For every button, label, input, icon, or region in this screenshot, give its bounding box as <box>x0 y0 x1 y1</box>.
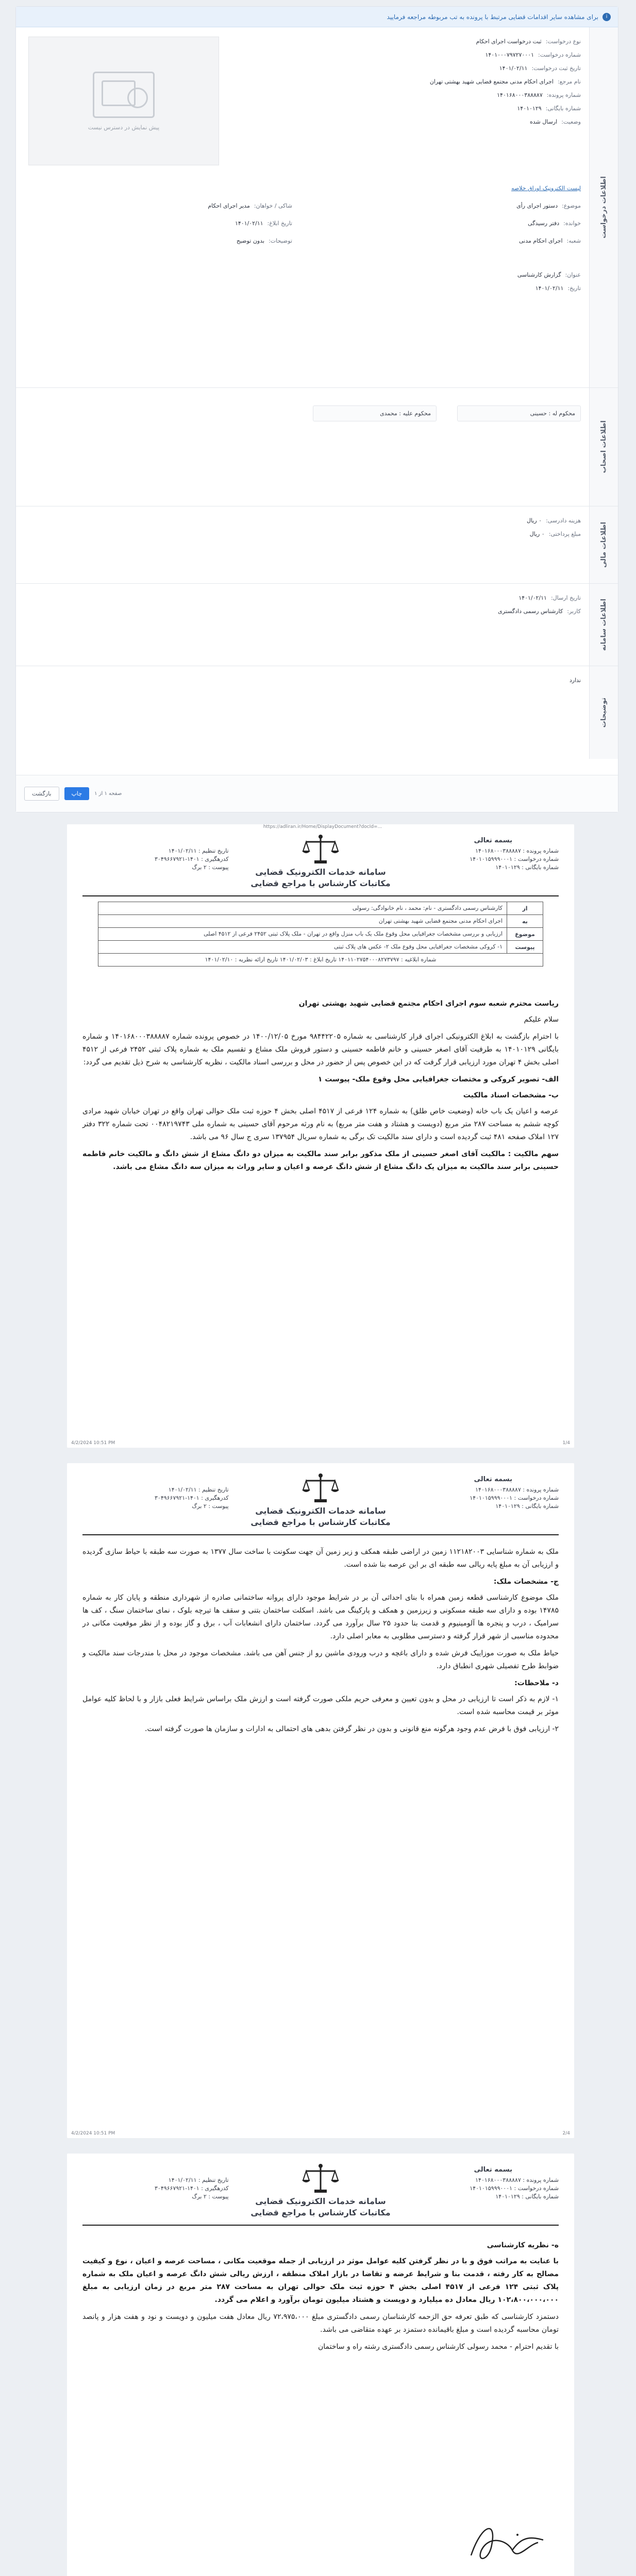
image-placeholder-icon <box>93 72 155 118</box>
system-section <box>16 584 618 666</box>
closing: با تقدیم احترام - محمد رسولی کارشناس رسمی دادگستری رشته راه و ساختمان <box>317 2343 559 2351</box>
letter-body-3 <box>82 2236 559 2358</box>
letter-body-1 <box>82 994 559 1178</box>
info-icon: i <box>602 13 611 21</box>
detail-field: شعبه: اجرای احکام مدنی <box>518 237 581 244</box>
alert-text: برای مشاهده سایر اقدامات قضایی مرتبط با پرونده به تب مربوطه مراجعه فرمایید <box>387 13 598 21</box>
page-footer: 4/2/2024 10:51 PM 2/4 <box>71 2131 570 2136</box>
header-row-reference: شماره ابلاغیه : ۱۴۰۱۱۰۲۷۵۴۰۰۰۸۲۷۳۷۹۷ تاریخ ابلاغ : ۱۴۰۱/۰۲/۰۳ تاریخ ارائه نظریه : ۱۴۰۱/۰۲/۱۰ <box>205 956 437 963</box>
back-button[interactable]: بازگشت <box>24 787 59 801</box>
attachments-link[interactable]: لیست الکترونیک اوراق خلاصه <box>511 185 581 192</box>
extra-field-title: عنوان: گزارش کارشناسی <box>517 271 581 278</box>
detail-grid <box>24 199 581 247</box>
section-heading: ه- نظریه کارشناسی <box>487 2241 559 2249</box>
header-row-from: از کارشناس رسمی دادگستری - نام: محمد ، نام خانوادگی: رسولی <box>98 902 543 915</box>
finance-field: هزینه دادرسی: ۰ ریال <box>526 517 581 524</box>
signature-icon <box>461 2514 554 2576</box>
section-heading: الف- تصویر کروکی و مختصات جغرافیایی محل وقوع ملک- پیوست ۱ <box>317 1075 559 1083</box>
field-request-date: تاریخ ثبت درخواست: ۱۴۰۱/۰۲/۱۱ <box>499 64 581 72</box>
document-page-3 <box>67 2154 574 2576</box>
organization-name: سامانه خدمات الکترونیک قضایی مکاتبات کارشناس با مراجع قضایی <box>250 867 391 888</box>
date-block: تاریخ تنظیم : ۱۴۰۱/۰۲/۱۱ کدرهگیری : ۱۴۰۱-۳۰۴۹۶۶۷۹۲۱ پیوست : ۲ برگ <box>155 848 229 871</box>
scales-of-justice-icon <box>300 834 341 866</box>
detail-field: تاریخ ابلاغ: ۱۴۰۱/۰۲/۱۱ <box>235 219 292 227</box>
letter-header-table <box>98 902 543 967</box>
preview-caption: پیش نمایش در دسترس نیست <box>88 124 160 131</box>
print-url: https://adliran.ir/Home/DisplayDocument?docId=... <box>263 824 382 829</box>
paragraph: با عنایت به مراتب فوق و با در نظر گرفتن کلیه عوامل موثر در ارزیابی از جمله موقعیت مکانی ، مساحت عرصه و اعیان ، نوع و کیفیت مصالح به کار رفته ، قدمت بنا و شرایط عرضه و تقاضا در بازار املاک منطقه ، ارزش ریالی شش دانگ عرصه و اعیان ملک به شماره پلاک ثبتی ۱۲۴ فرعی از ۴۵۱۷ اصلی بخش ۴ حوزه ثبت ملک حوالی تهران به مساحت ۲۸۷ متر مربع در زمان ارزیابی به مبلغ ۱۰۲،۸۰۰،۰۰۰،۰۰۰ ریال معادل ده میلیارد و دویست و هشتاد میلیون تومان برآورد و اعلام می گردد. <box>82 2257 559 2304</box>
document-page-2 <box>67 1463 574 2138</box>
header-divider <box>82 2225 559 2226</box>
letterhead: بسمه تعالی شماره پرونده : ۱۴۰۱۶۸۰۰۰۳۸۸۸۸۷ شماره درخواست : ۱۴۰۱۰۱۵۹۹۹۰۰۰۱ شماره بایگانی : ۱۴۰۱۰۱۲۹ تاریخ تنظیم : ۱۴۰۱/۰۲/۱۱ کدرهگیری : ۱۴۰۱-۳۰۴۹۶۶۷۹۲۱ پیوست : ۲ برگ سامانه خدمات الکترونیک قضایی مکاتبات کارشناس با مراجع قضایی <box>67 2161 574 2223</box>
paragraph: سهم مالکیت : مالکیت آقای اصغر حسینی از ملک مذکور برابر سند مالکیت به میزان دو دانگ مشاع از شش دانگ و مالکیت خانم فاطمه حسینی برابر سند مالکیت به میزان یک دانگ مشاع از شش دانگ عرصه و اعیان و سایر وراث به میزان سه دانگ مشاع می باشد. <box>82 1150 559 1171</box>
system-field: تاریخ ارسال: ۱۴۰۱/۰۲/۱۱ <box>518 594 581 601</box>
section-heading: د- ملاحظات: <box>514 1679 559 1687</box>
paragraph: دستمزد کارشناسی که طبق تعرفه حق الزحمه کارشناسان رسمی دادگستری مبلغ ۷۲،۹۷۵،۰۰۰ ریال معادل هفت میلیون و دویست و نود و هفت هزار و پانصد تومان محاسبه گردیده است و مبلغ باقیمانده دستمزد بر عهده متقاضی می باشد. <box>82 2313 559 2334</box>
letterhead: بسمه تعالی شماره پرونده : ۱۴۰۱۶۸۰۰۰۳۸۸۸۸۷ شماره درخواست : ۱۴۰۱۰۱۵۹۹۹۰۰۰۱ شماره بایگانی : ۱۴۰۱۰۱۲۹ تاریخ تنظیم : ۱۴۰۱/۰۲/۱۱ کدرهگیری : ۱۴۰۱-۳۰۴۹۶۶۷۹۲۱ پیوست : ۲ برگ سامانه خدمات الکترونیک قضایی مکاتبات کارشناس با مراجع قضایی <box>67 1470 574 1532</box>
header-divider <box>82 895 559 896</box>
detail-field: خوانده: دفتر رسیدگی <box>528 219 581 227</box>
field-status: وضعیت: ارسال شده <box>530 118 581 125</box>
paragraph: ۲- ارزیابی فوق با فرض عدم وجود هرگونه منع قانونی و بدون در نظر گرفتن بدهی های احتمالی به ادارات و سازمان ها صورت گرفته است. <box>145 1725 559 1733</box>
document-page-1 <box>67 824 574 1448</box>
document-preview-placeholder <box>28 37 219 165</box>
party-row[interactable]: محکوم علیه : محمدی <box>313 405 437 421</box>
detail-field: شاکی / خواهان: مدیر اجرای احکام <box>208 202 292 209</box>
info-alert <box>16 7 618 27</box>
notes-section <box>16 666 618 759</box>
parties-section <box>16 388 618 506</box>
field-case-number: شماره پرونده: ۱۴۰۱۶۸۰۰۰۳۸۸۸۸۷ <box>497 91 581 98</box>
header-row-to: به اجرای احکام مدنی مجتمع قضایی شهید بهشتی تهران <box>98 915 543 928</box>
notes-text: ندارد <box>569 676 581 684</box>
print-button[interactable]: چاپ <box>64 787 90 800</box>
extra-field-date: تاریخ: ۱۴۰۱/۰۲/۱۱ <box>535 284 581 292</box>
detail-field: موضوع: دستور اجرای رأی <box>516 202 581 209</box>
letterhead <box>67 832 574 893</box>
section-heading: ب- مشخصات اسناد مالکیت <box>463 1091 559 1099</box>
party-row[interactable]: محکوم له : حسینی <box>457 405 581 421</box>
paragraph: عرصه و اعیان یک باب خانه (وضعیت خاص طلق) به شماره ۱۲۴ فرعی از ۴۵۱۷ اصلی بخش ۴ حوزه ثبت ملک حوالی تهران واقع در تهران خیابان شهید مرادی کوچه ششم به مساحت ۲۸۷ متر مربع (دویست و هشتاد و هفت متر مربع) به نام ورثه مرحوم آقای حسینی به شماره ملی ۰۰۴۸۲۱۹۷۴۳ تحت شماره ۳۲۲ دفتر ۱۲۷ املاک صفحه ۴۸۱ ثبت گردیده است و دارای سند مالکیت تک برگی به شماره سریال ۱۳۷۹۵۴ سری ج سال ۹۶ می باشد. <box>82 1107 559 1141</box>
header-row-subject: موضوع ارزیابی و بررسی مشخصات جغرافیایی محل وقوع ملک یک باب منزل واقع در تهران - ملک پلاک ثبتی ۲۴۵۲ فرعی از ۴۵۱۲ اصلی <box>98 928 543 941</box>
action-bar <box>16 775 618 812</box>
greeting: سلام علیکم <box>524 1015 559 1024</box>
system-field: کاربر: کارشناس رسمی دادگستری <box>498 607 581 615</box>
paragraph: حیاط ملک به صورت موزاییک فرش شده و دارای باغچه و درب ورودی ماشین رو از جنس آهن می باشد. مشخصات موجود در محل با مندرجات سند مالکیت و ضوابط طرح تفصیلی شهری انطباق دارد. <box>82 1649 559 1670</box>
page-info: صفحه ۱ از ۱ <box>94 791 122 796</box>
page-footer: 4/2/2024 10:51 PM 1/4 <box>71 1440 570 1446</box>
parties-side-label: اطلاعات اصحاب <box>589 388 618 506</box>
paragraph: با احترام بازگشت به ابلاغ الکترونیکی اجرای قرار کارشناسی به شماره ۹۸۴۴۲۲۰۵ مورخ ۱۴۰۰/۱۲/۰۵ در خصوص پرونده شماره ۱۴۰۱۶۸۰۰۰۳۸۸۸۸۷ و شماره بایگانی ۱۴۰۱۰۱۲۹ به طرفیت آقای اصغر حسینی و خانم فاطمه حسینی و دستور فروش ملک مشاع و تقسیم ملک به شماره پلاک ثبتی ۲۴۵۲ فرعی از ۴۵۱۲ اصلی بخش ۴ تهران مورد ارزیابی قرار گرفت که در این خصوص پس از حضور در محل و بررسی اسناد مالکیت ، نظریه کارشناسی به شرح ذیل تقدیم می گردد: <box>82 1032 559 1066</box>
system-side-label: اطلاعات سامانه <box>589 584 618 666</box>
field-request-type: نوع درخواست: ثبت درخواست اجرای احکام <box>476 38 581 45</box>
paragraph: ملک به شماره شناسایی ۱۱۲۱۸۲۰۰۳ زمین در اراضی طبقه همکف و زیر زمین آن جهت سکونت با ساخت سال ۱۳۷۷ به صورت سه طبقه با حیاط سازی گردیده و ارزیابی آن به مبلغ پایه ریالی سه طبقه ای بر این عرصه بنا شده است. <box>82 1548 559 1569</box>
notes-side-label: توضیحات <box>589 666 618 759</box>
addressee: ریاست محترم شعبه سوم اجرای احکام مجتمع قضایی شهید بهشتی تهران <box>298 999 559 1008</box>
case-detail-panel <box>15 6 618 812</box>
field-archive-number: شماره بایگانی: ۱۴۰۱۰۱۲۹ <box>517 105 581 112</box>
detail-field: توضیحات: بدون توضیح <box>236 237 292 244</box>
header-divider <box>82 1534 559 1535</box>
finance-field: مبلغ پرداختی: ۰ ریال <box>529 530 581 537</box>
header-row-attachment: پیوست ۱- کروکی مشخصات جغرافیایی محل وقوع ملک ۲- عکس های پلاک ثبتی <box>98 941 543 954</box>
paragraph: ملک موضوع کارشناسی قطعه زمین همراه با بنای احداثی آن بر در شرایط موجود دارای پروانه ساختمانی صادره از شهرداری منطقه و پایان کار به شماره ۱۴۷۸۵ بوده و دارای سه طبقه مسکونی و زیرزمین و همکف و پارکینگ می باشد. اسکلت ساختمان بتنی و سقف ها تیرچه بلوک ، نمای ساختمان سنگ ، کف ها سرامیک ، درب و پنجره ها آلومینیوم و قدمت بنا حدود ۲۵ سال برآورد می گردد. ساختمان دارای انشعابات آب ، برق و گاز بوده و از نظر موقعیت مکانی در محدوده مناسبی از شهر قرار گرفته و دسترسی مطلوبی به معابر اصلی دارد. <box>82 1594 559 1640</box>
basmala: بسمه تعالی <box>474 837 512 844</box>
case-number-block: شماره پرونده : ۱۴۰۱۶۸۰۰۰۳۸۸۸۸۷ شماره درخواست : ۱۴۰۱۰۱۵۹۹۹۰۰۰۱ شماره بایگانی : ۱۴۰۱۰۱۲۹ <box>470 848 559 871</box>
scales-of-justice-icon <box>300 2163 341 2195</box>
section-heading: ج- مشخصات ملک: <box>493 1578 559 1586</box>
letter-body-2 <box>82 1546 559 1740</box>
paragraph: ۱- لازم به ذکر است تا ارزیابی در محل و بدون تعیین و معرفی حریم ملکی صورت گرفته است و ارزش ملک براساس شرایط فعلی بازار و با لحاظ کلیه عوامل موثر بر قیمت محاسبه شده است. <box>82 1695 559 1716</box>
finance-side-label: اطلاعات مالی <box>589 506 618 583</box>
field-request-number: شماره درخواست: ۱۴۰۱۰۰۰۷۹۷۲۷۰۰۰۱ <box>485 51 581 58</box>
request-section <box>16 27 618 388</box>
scales-of-justice-icon <box>300 1472 341 1504</box>
request-side-label: اطلاعات درخواست <box>589 27 618 387</box>
field-authority: نام مرجع: اجرای احکام مدنی مجتمع قضایی شهید بهشتی تهران <box>429 78 581 85</box>
finance-section <box>16 506 618 584</box>
